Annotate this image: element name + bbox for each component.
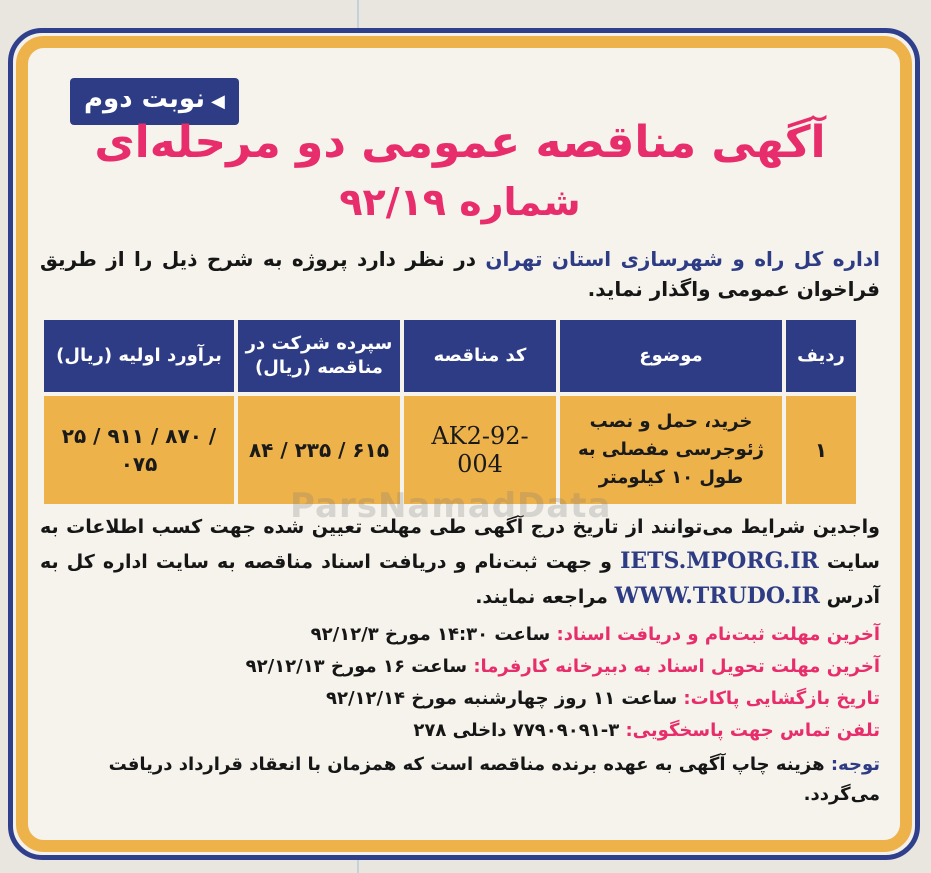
header-deposit: سپرده شرکت در مناقصه (ریال) (238, 320, 400, 392)
table-header-row (44, 320, 856, 392)
header-subject: موضوع (560, 320, 782, 392)
intro-text: در نظر دارد پروژه به شرح ذیل را از طریق فراخوان عمومی واگذار نماید. (40, 247, 880, 301)
deadline-value: ساعت ۱۱ روز چهارشنبه مورخ ۹۲/۱۲/۱۴ (325, 688, 684, 709)
deadline-label: آخرین مهلت تحویل اسناد به دبیرخانه کارفرما: (473, 656, 880, 677)
turn-badge-label: نوبت دوم (84, 84, 205, 114)
conditions-text-2: و جهت ثبت‌نام و دریافت اسناد مناقصه به سایت اداره کل به آدرس (40, 551, 880, 608)
contact-phone (40, 716, 880, 746)
contact-label: تلفن تماس جهت پاسخگویی: (625, 720, 880, 741)
page-title: آگهی مناقصه عمومی دو مرحله‌ای (94, 117, 826, 168)
tender-table (40, 316, 860, 508)
watermark: ParsNamadData (290, 486, 612, 526)
tender-number: شماره ۹۲/۱۹ (339, 180, 581, 224)
deadline-label: تاریخ بازگشایی پاکات: (683, 688, 880, 709)
deadline-submission (40, 652, 880, 682)
header-row-number: ردیف (786, 320, 856, 392)
deadline-label: آخرین مهلت ثبت‌نام و دریافت اسناد: (556, 624, 880, 645)
iets-site-link[interactable]: IETS.MPORG.IR (620, 548, 819, 574)
conditions-text-1: واجدین شرایط می‌توانند از تاریخ درج آگهی طی مهلت تعیین شده جهت کسب اطلاعات به سایت (40, 516, 880, 573)
header-code: کد مناقصه (404, 320, 556, 392)
deadline-opening (40, 684, 880, 714)
cell-code: AK2-92-004 (404, 396, 556, 504)
note-label: توجه: (830, 754, 880, 775)
cell-subject: خرید، حمل و نصب ژئوجرسی مفصلی به طول ۱۰ کیلومتر (560, 396, 782, 504)
cell-row-number: ۱ (786, 396, 856, 504)
cell-deposit: ۸۴ / ۲۳۵ / ۶۱۵ (238, 396, 400, 504)
header-estimate: برآورد اولیه (ریال) (44, 320, 234, 392)
contact-value: ۳-۷۷۹۰۹۰۹۱ داخلی ۲۷۸ (413, 720, 626, 741)
organization-name: اداره کل راه و شهرسازی استان تهران (485, 247, 880, 271)
cell-estimate: ۲۵ / ۹۱۱ / ۸۷۰ / ۰۷۵ (44, 396, 234, 504)
note-text: هزینه چاپ آگهی به عهده برنده مناقصه است که همزمان با انعقاد قرارداد دریافت می‌گردد. (108, 754, 880, 805)
deadline-value: ساعت ۱۴:۳۰ مورخ ۹۲/۱۲/۳ (310, 624, 557, 645)
trudo-site-link[interactable]: WWW.TRUDO.IR (614, 583, 820, 609)
triangle-icon: ◀ (210, 91, 225, 112)
deadline-value: ساعت ۱۶ مورخ ۹۲/۱۲/۱۳ (245, 656, 474, 677)
conditions-text-3: مراجعه نمایند. (475, 586, 615, 608)
deadline-registration (40, 620, 880, 650)
note (40, 750, 880, 810)
intro-paragraph (40, 244, 880, 304)
ad-content (40, 56, 880, 846)
